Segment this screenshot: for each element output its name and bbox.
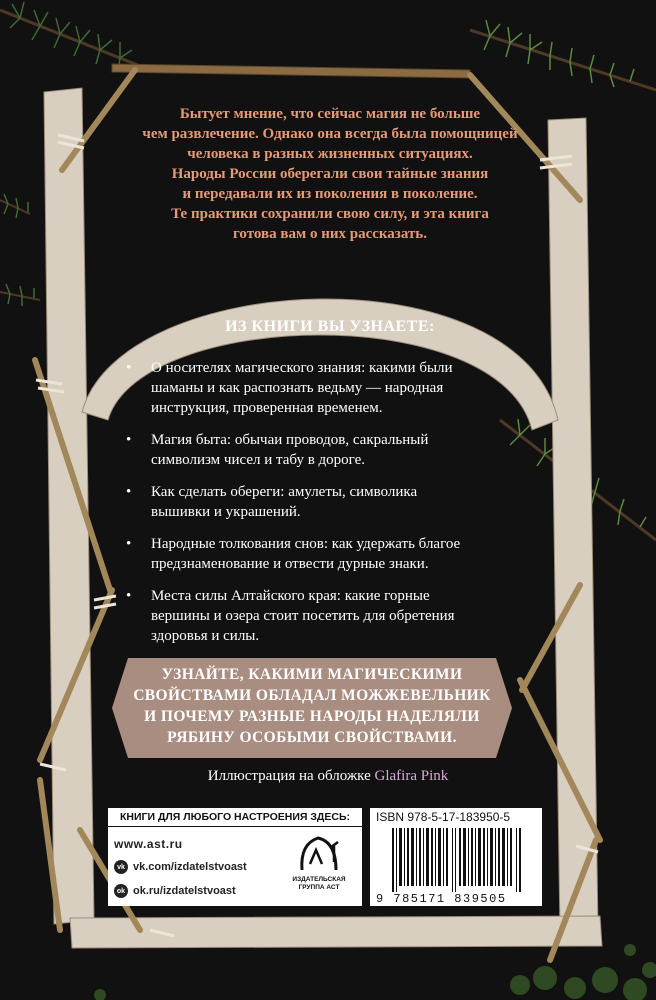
intro-line: готова вам о них рассказать. bbox=[232, 226, 427, 242]
list-item bbox=[126, 358, 526, 418]
moss-bottom bbox=[94, 944, 656, 1000]
ok-icon: ok bbox=[114, 884, 128, 898]
vk-link[interactable] bbox=[114, 858, 247, 876]
barcode-digits: 9 785171 839505 bbox=[376, 892, 507, 906]
list-item-line: шаманы и как распознать ведьму — народная bbox=[151, 380, 444, 396]
bullet: • bbox=[126, 432, 132, 448]
intro-line: и передавали их из поколения в поколение. bbox=[182, 186, 478, 202]
publisher-caption bbox=[284, 876, 354, 892]
website-link[interactable] bbox=[114, 835, 183, 853]
bullet: • bbox=[126, 484, 132, 500]
isbn-box bbox=[370, 808, 542, 906]
list-item-line: предзнаменование и отвести дурные знаки. bbox=[151, 556, 429, 572]
intro-line: Те практики сохранили свою силу, и эта книга bbox=[171, 206, 489, 222]
banner-line: РЯБИНУ ОСОБЫМИ СВОЙСТВАМИ. bbox=[167, 729, 457, 746]
list-item bbox=[126, 586, 526, 646]
list-item-line: вершины и озера стоит посетить для обретения bbox=[151, 608, 455, 624]
illustration-credit bbox=[100, 768, 556, 785]
banner-text bbox=[112, 664, 512, 748]
list-item-line: О носителях магического знания: какими были bbox=[151, 360, 453, 376]
list-item-line: здоровья и силы. bbox=[151, 628, 260, 644]
intro-line: Бытует мнение, что сейчас магия не больше bbox=[179, 106, 481, 122]
ok-link[interactable] bbox=[114, 882, 236, 900]
links-header: КНИГИ ДЛЯ ЛЮБОГО НАСТРОЕНИЯ ЗДЕСЬ: bbox=[108, 808, 362, 827]
bullet: • bbox=[126, 360, 132, 376]
intro-line: человека в разных жизненных ситуациях. bbox=[187, 146, 473, 162]
bullet: • bbox=[126, 588, 132, 604]
list-item-line: Места силы Алтайского края: какие горные bbox=[151, 588, 430, 604]
ok-link-text[interactable]: ok.ru/izdatelstvoast bbox=[133, 885, 236, 897]
isbn-label: ISBN 978-5-17-183950-5 bbox=[376, 810, 511, 824]
list-item-line: Как сделать обереги: амулеты, символика bbox=[151, 484, 418, 500]
website-text[interactable]: www.ast.ru bbox=[114, 837, 183, 851]
list-item bbox=[126, 482, 526, 522]
learn-heading: ИЗ КНИГИ ВЫ УЗНАЕТЕ: bbox=[225, 318, 435, 335]
bullet: • bbox=[126, 536, 132, 552]
publisher-caption-line: ГРУППА АСТ bbox=[298, 884, 340, 891]
intro-line: Народы России оберегали свои тайные знания bbox=[171, 166, 489, 182]
list-item-line: символизм чисел и табу в дороге. bbox=[151, 452, 366, 468]
pine-branch-top-right bbox=[470, 20, 656, 90]
list-item-line: Магия быта: обычаи проводов, сакральный bbox=[151, 432, 429, 448]
publisher-links-box bbox=[108, 808, 362, 906]
banner-line: И ПОЧЕМУ РАЗНЫЕ НАРОДЫ НАДЕЛЯЛИ bbox=[144, 708, 480, 725]
vk-link-text[interactable]: vk.com/izdatelstvoast bbox=[133, 861, 247, 873]
intro-line: чем развлечение. Однако она всегда была помощницей bbox=[142, 126, 518, 142]
learn-list bbox=[126, 358, 526, 658]
banner-line: УЗНАЙТЕ, КАКИМИ МАГИЧЕСКИМИ bbox=[161, 666, 463, 683]
credit-label: Иллюстрация на обложке bbox=[207, 768, 371, 784]
list-item-line: Народные толкования снов: как удержать благое bbox=[151, 536, 461, 552]
banner-line: СВОЙСТВАМИ ОБЛАДАЛ МОЖЖЕВЕЛЬНИК bbox=[133, 687, 491, 704]
pine-branch-top-left bbox=[0, 2, 150, 72]
list-item bbox=[126, 430, 526, 470]
vk-icon: vk bbox=[114, 860, 128, 874]
artist-name: Glafira Pink bbox=[374, 768, 449, 784]
pine-branch-left bbox=[0, 194, 40, 306]
publisher-logo bbox=[284, 834, 354, 902]
list-item-line: инструкция, проверенная временем. bbox=[151, 400, 383, 416]
intro-paragraph bbox=[120, 104, 540, 244]
barcode bbox=[392, 828, 522, 892]
list-item bbox=[126, 534, 526, 574]
list-item-line: вышивки и украшений. bbox=[151, 504, 301, 520]
publisher-caption-line: ИЗДАТЕЛЬСКАЯ bbox=[292, 876, 346, 883]
ast-logo-icon bbox=[296, 834, 342, 874]
